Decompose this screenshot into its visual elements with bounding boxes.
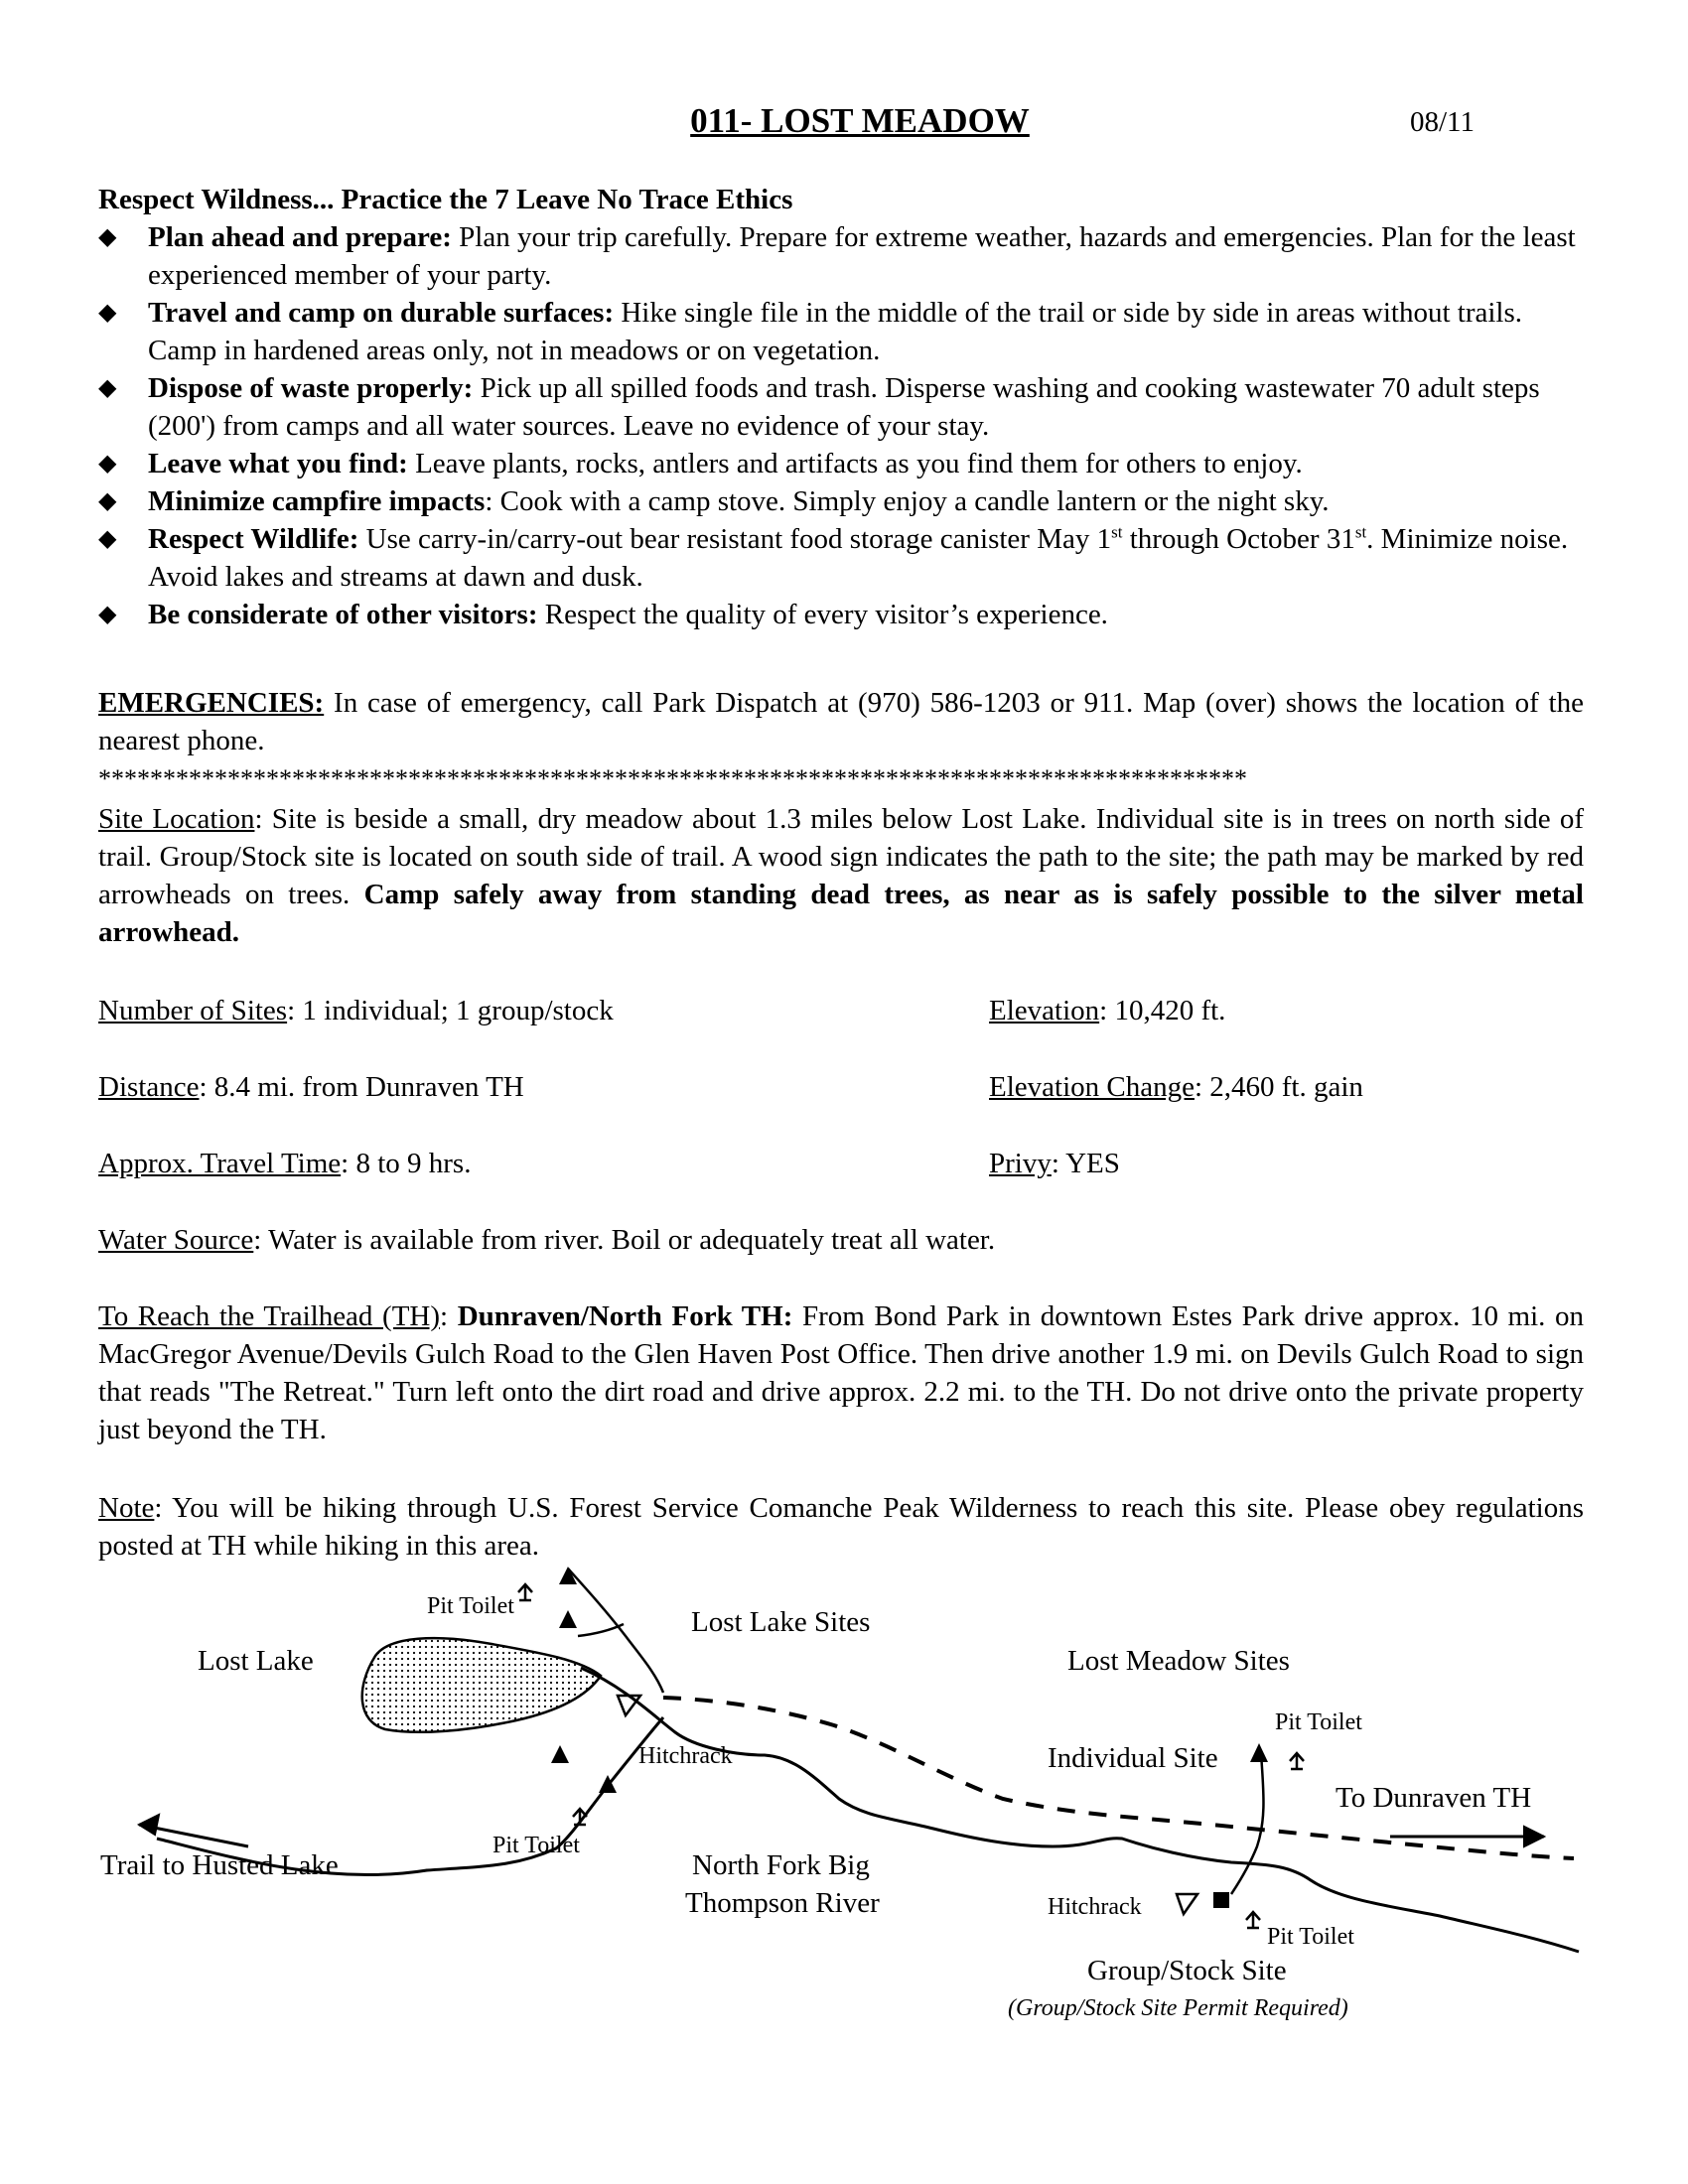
divider-line: ***************************************************************************************** [98, 764, 1247, 793]
lnt-list [98, 218, 1588, 633]
lost-lake-spur-line [578, 1624, 624, 1636]
page-title: 011- LOST MEADOW [690, 101, 1030, 140]
site-location-paragraph: Site Location: Site is beside a small, dry meadow about 1.3 miles below Lost Lake. Individual site is in trees on north side of trail. Group/Stock site is located on south side of trail. A wood sign indicates the path to the site; the path may be marked by red arrowheads on trees. Camp safely away from standing dead trees, as near as is safely possible to the silver metal arrowhead. [98, 803, 1585, 948]
diamond-bullet-icon: ◆ [98, 300, 117, 326]
lnt-item: ◆ Be considerate of other visitors: Respect the quality of every visitor’s experience. [98, 596, 1588, 633]
label-pit-toilet: Pit Toilet [1267, 1924, 1354, 1950]
label-group-site: Group/Stock Site [1087, 1955, 1287, 1986]
lnt-item: ◆ Dispose of waste properly: Pick up all spilled foods and trash. Disperse washing and cooking wastewater 70 adult steps (200') from camps and all water sources. Leave no evidence of your stay. [98, 369, 1588, 445]
group-site-spur-line [1231, 1752, 1264, 1894]
lnt-item: ◆ Leave what you find: Leave plants, rocks, antlers and artifacts as you find them for others to enjoy. [98, 445, 1588, 482]
arrow-right-head-icon [1524, 1827, 1544, 1846]
label-individual-site: Individual Site [1048, 1742, 1218, 1774]
pit-toilet-icon [518, 1584, 532, 1600]
label-pit-toilet: Pit Toilet [427, 1593, 514, 1619]
leave-no-trace-section [98, 181, 1588, 633]
label-river-line1: North Fork Big [692, 1849, 870, 1881]
group-site-square-icon [1213, 1892, 1229, 1908]
label-permit-note: (Group/Stock Site Permit Required) [1008, 1995, 1348, 2021]
water-source: Water Source: Water is available from river. Boil or adequately treat all water. [98, 1224, 996, 1256]
trailhead-paragraph: To Reach the Trailhead (TH): Dunraven/North Fork TH: From Bond Park in downtown Estes Park drive approx. 10 mi. on MacGregor Avenue/Devils Gulch Road to the Glen Haven Post Office. Then drive another 1.9 mi. on Devils Gulch Road to sign that reads "The Retreat." Turn left onto the dirt road and drive approx. 2.2 mi. to the TH. Do not drive onto the private property just beyond the TH. [98, 1300, 1585, 1445]
label-pit-toilet: Pit Toilet [492, 1833, 580, 1858]
label-hitchrack: Hitchrack [1048, 1894, 1142, 1920]
label-river-line2: Thompson River [685, 1887, 880, 1919]
number-of-sites: Number of Sites: 1 individual; 1 group/stock [98, 995, 614, 1026]
lost-lake-shape [362, 1638, 601, 1732]
travel-time: Approx. Travel Time: 8 to 9 hrs. [98, 1148, 472, 1179]
label-trail-to-husted: Trail to Husted Lake [100, 1849, 339, 1881]
hitchrack-icon [618, 1696, 640, 1715]
lnt-item: ◆ Minimize campfire impacts: Cook with a camp stove. Simply enjoy a candle lantern or the night sky. [98, 482, 1588, 520]
emergencies-paragraph: EMERGENCIES: In case of emergency, call Park Dispatch at (970) 586-1203 or 911. Map (over) shows the location of the nearest phone. [98, 687, 1584, 756]
pit-toilet-icon [1290, 1753, 1304, 1769]
diamond-bullet-icon: ◆ [98, 451, 117, 477]
label-hitchrack: Hitchrack [638, 1743, 733, 1769]
diamond-bullet-icon: ◆ [98, 602, 117, 627]
campsite-triangle-icon [551, 1745, 569, 1763]
label-to-dunraven: To Dunraven TH [1336, 1782, 1532, 1814]
note-paragraph: Note: You will be hiking through U.S. Forest Service Comanche Peak Wilderness to reach this site. Please obey regulations posted at TH while hiking in this area. [98, 1492, 1584, 1562]
diamond-bullet-icon: ◆ [98, 488, 117, 514]
pit-toilet-icon [1246, 1912, 1260, 1928]
trail-map [0, 1549, 1688, 2045]
distance: Distance: 8.4 mi. from Dunraven TH [98, 1071, 524, 1103]
lnt-heading: Respect Wildness... Practice the 7 Leave No Trace Ethics [98, 184, 793, 215]
label-lost-meadow-sites: Lost Meadow Sites [1067, 1645, 1290, 1677]
hitchrack-icon [1177, 1894, 1197, 1914]
campsite-triangle-icon [559, 1610, 577, 1628]
label-lost-lake-sites: Lost Lake Sites [691, 1606, 871, 1638]
diamond-bullet-icon: ◆ [98, 526, 117, 552]
label-lost-lake: Lost Lake [198, 1645, 314, 1677]
campsite-triangle-icon [1250, 1743, 1268, 1762]
diamond-bullet-icon: ◆ [98, 375, 117, 401]
privy: Privy: YES [989, 1148, 1120, 1179]
elevation: Elevation: 10,420 ft. [989, 995, 1226, 1026]
arrow-left-head-icon [139, 1815, 159, 1835]
main-trail-dashed-line [663, 1698, 1574, 1858]
diamond-bullet-icon: ◆ [98, 224, 117, 250]
lnt-item: ◆ Plan ahead and prepare: Plan your trip carefully. Prepare for extreme weather, hazards and emergencies. Plan for the least experienced member of your party. [98, 218, 1588, 294]
label-pit-toilet: Pit Toilet [1275, 1709, 1362, 1735]
lnt-item: ◆ Travel and camp on durable surfaces: Hike single file in the middle of the trail or side by side in areas without trails. Camp in hardened areas only, not in meadows or on vegetation. [98, 294, 1588, 369]
lnt-item: ◆ Respect Wildlife: Use carry-in/carry-out bear resistant food storage canister May 1st through October 31st. Minimize noise. Avoid lakes and streams at dawn and dusk. [98, 520, 1588, 596]
revision-date: 08/11 [1410, 106, 1475, 138]
elevation-change: Elevation Change: 2,460 ft. gain [989, 1071, 1363, 1103]
